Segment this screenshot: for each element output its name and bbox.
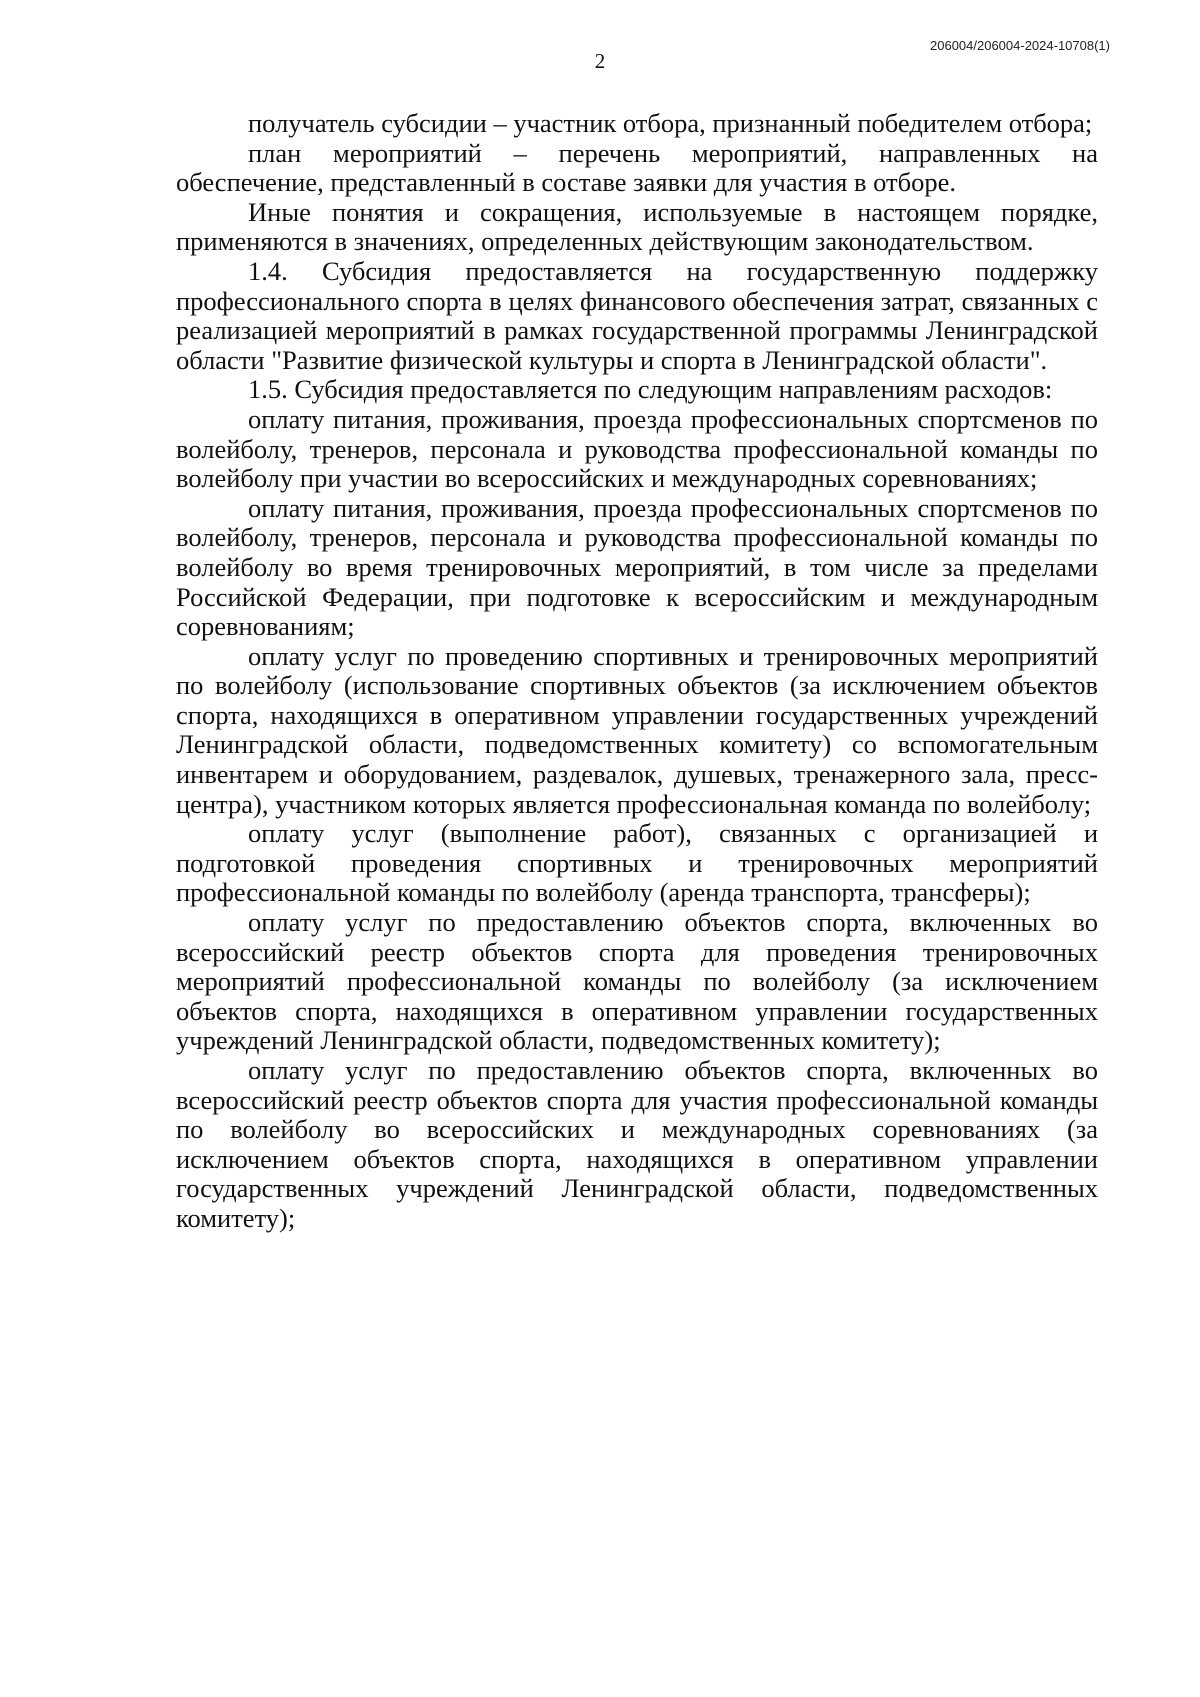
paragraph-subsidy-recipient-definition: получатель субсидии – участник отбора, признанный победителем отбора; [248, 108, 1093, 138]
paragraph-expense-organization-works: оплату услуг (выполнение работ), связанных с организацией и подготовкой проведения спортивных и тренировочных мероприятий профессиональной команды по волейболу (аренда транспорта, трансферы); [176, 818, 1098, 908]
paragraph-expense-facilities-training: оплату услуг по предоставлению объектов спорта, включенных во всероссийский реестр объектов спорта для проведения тренировочных мероприятий профессиональной команды по волейболу (за исключением объектов спорта, находящихся в оперативном управлении государственных учреждений Ленинградской области, подведомственных комитету); [176, 907, 1098, 1056]
paragraph-expense-facilities-competitions: оплату услуг по предоставлению объектов спорта, включенных во всероссийский реестр объектов спорта для участия профессиональной команды по волейболу во всероссийских и международных соревнованиях (за исключением объектов спорта, находящихся в оперативном управлении государственных учреждений Ленинградской области, подведомственных комитету); [176, 1055, 1098, 1233]
paragraph-event-plan-definition: план мероприятий – перечень мероприятий, направленных на обеспечение, представленный в составе заявки для участия в отборе. [176, 137, 1098, 198]
document-registration-number: 206004/206004-2024-10708(1) [930, 38, 1110, 53]
document-body [176, 109, 1098, 1234]
paragraph-expense-meals-competitions: оплату питания, проживания, проезда профессиональных спортсменов по волейболу, тренеров, персонала и руководства профессиональной команды по волейболу при участии во всероссийских и международных соревнованиях; [176, 403, 1098, 494]
paragraph-expense-meals-training: оплату питания, проживания, проезда профессиональных спортсменов по волейболу, тренеров, персонала и руководства профессиональной команды по волейболу во время тренировочных мероприятий, в том числе за пределами Российской Федерации, при подготовке к всероссийским и международным соревнованиям; [176, 492, 1098, 642]
paragraph-clause-1-5: 1.5. Субсидия предоставляется по следующим направлениям расходов: [248, 374, 1053, 405]
page-number: 2 [594, 49, 606, 73]
paragraph-other-terms: Иные понятия и сокращения, используемые в настоящем порядке, применяются в значениях, определенных действующим законодательством. [176, 196, 1098, 257]
paragraph-clause-1-4: 1.4. Субсидия предоставляется на государственную поддержку профессионального спорта в целях финансового обеспечения затрат, связанных с реализацией мероприятий в рамках государственной программы Ленинградской области "Развитие физической культуры и спорта в Ленинградской области". [176, 255, 1098, 375]
paragraph-expense-event-services: оплату услуг по проведению спортивных и тренировочных мероприятий по волейболу (использование спортивных объектов (за исключением объектов спорта, находящихся в оперативном управлении государственных учреждений Ленинградской области, подведомственных комитету) со вспомогательным инвентарем и оборудованием, раздевалок, душевых, тренажерного зала, пресс-центра), участником которых является профессиональная команда по волейболу; [176, 640, 1098, 819]
